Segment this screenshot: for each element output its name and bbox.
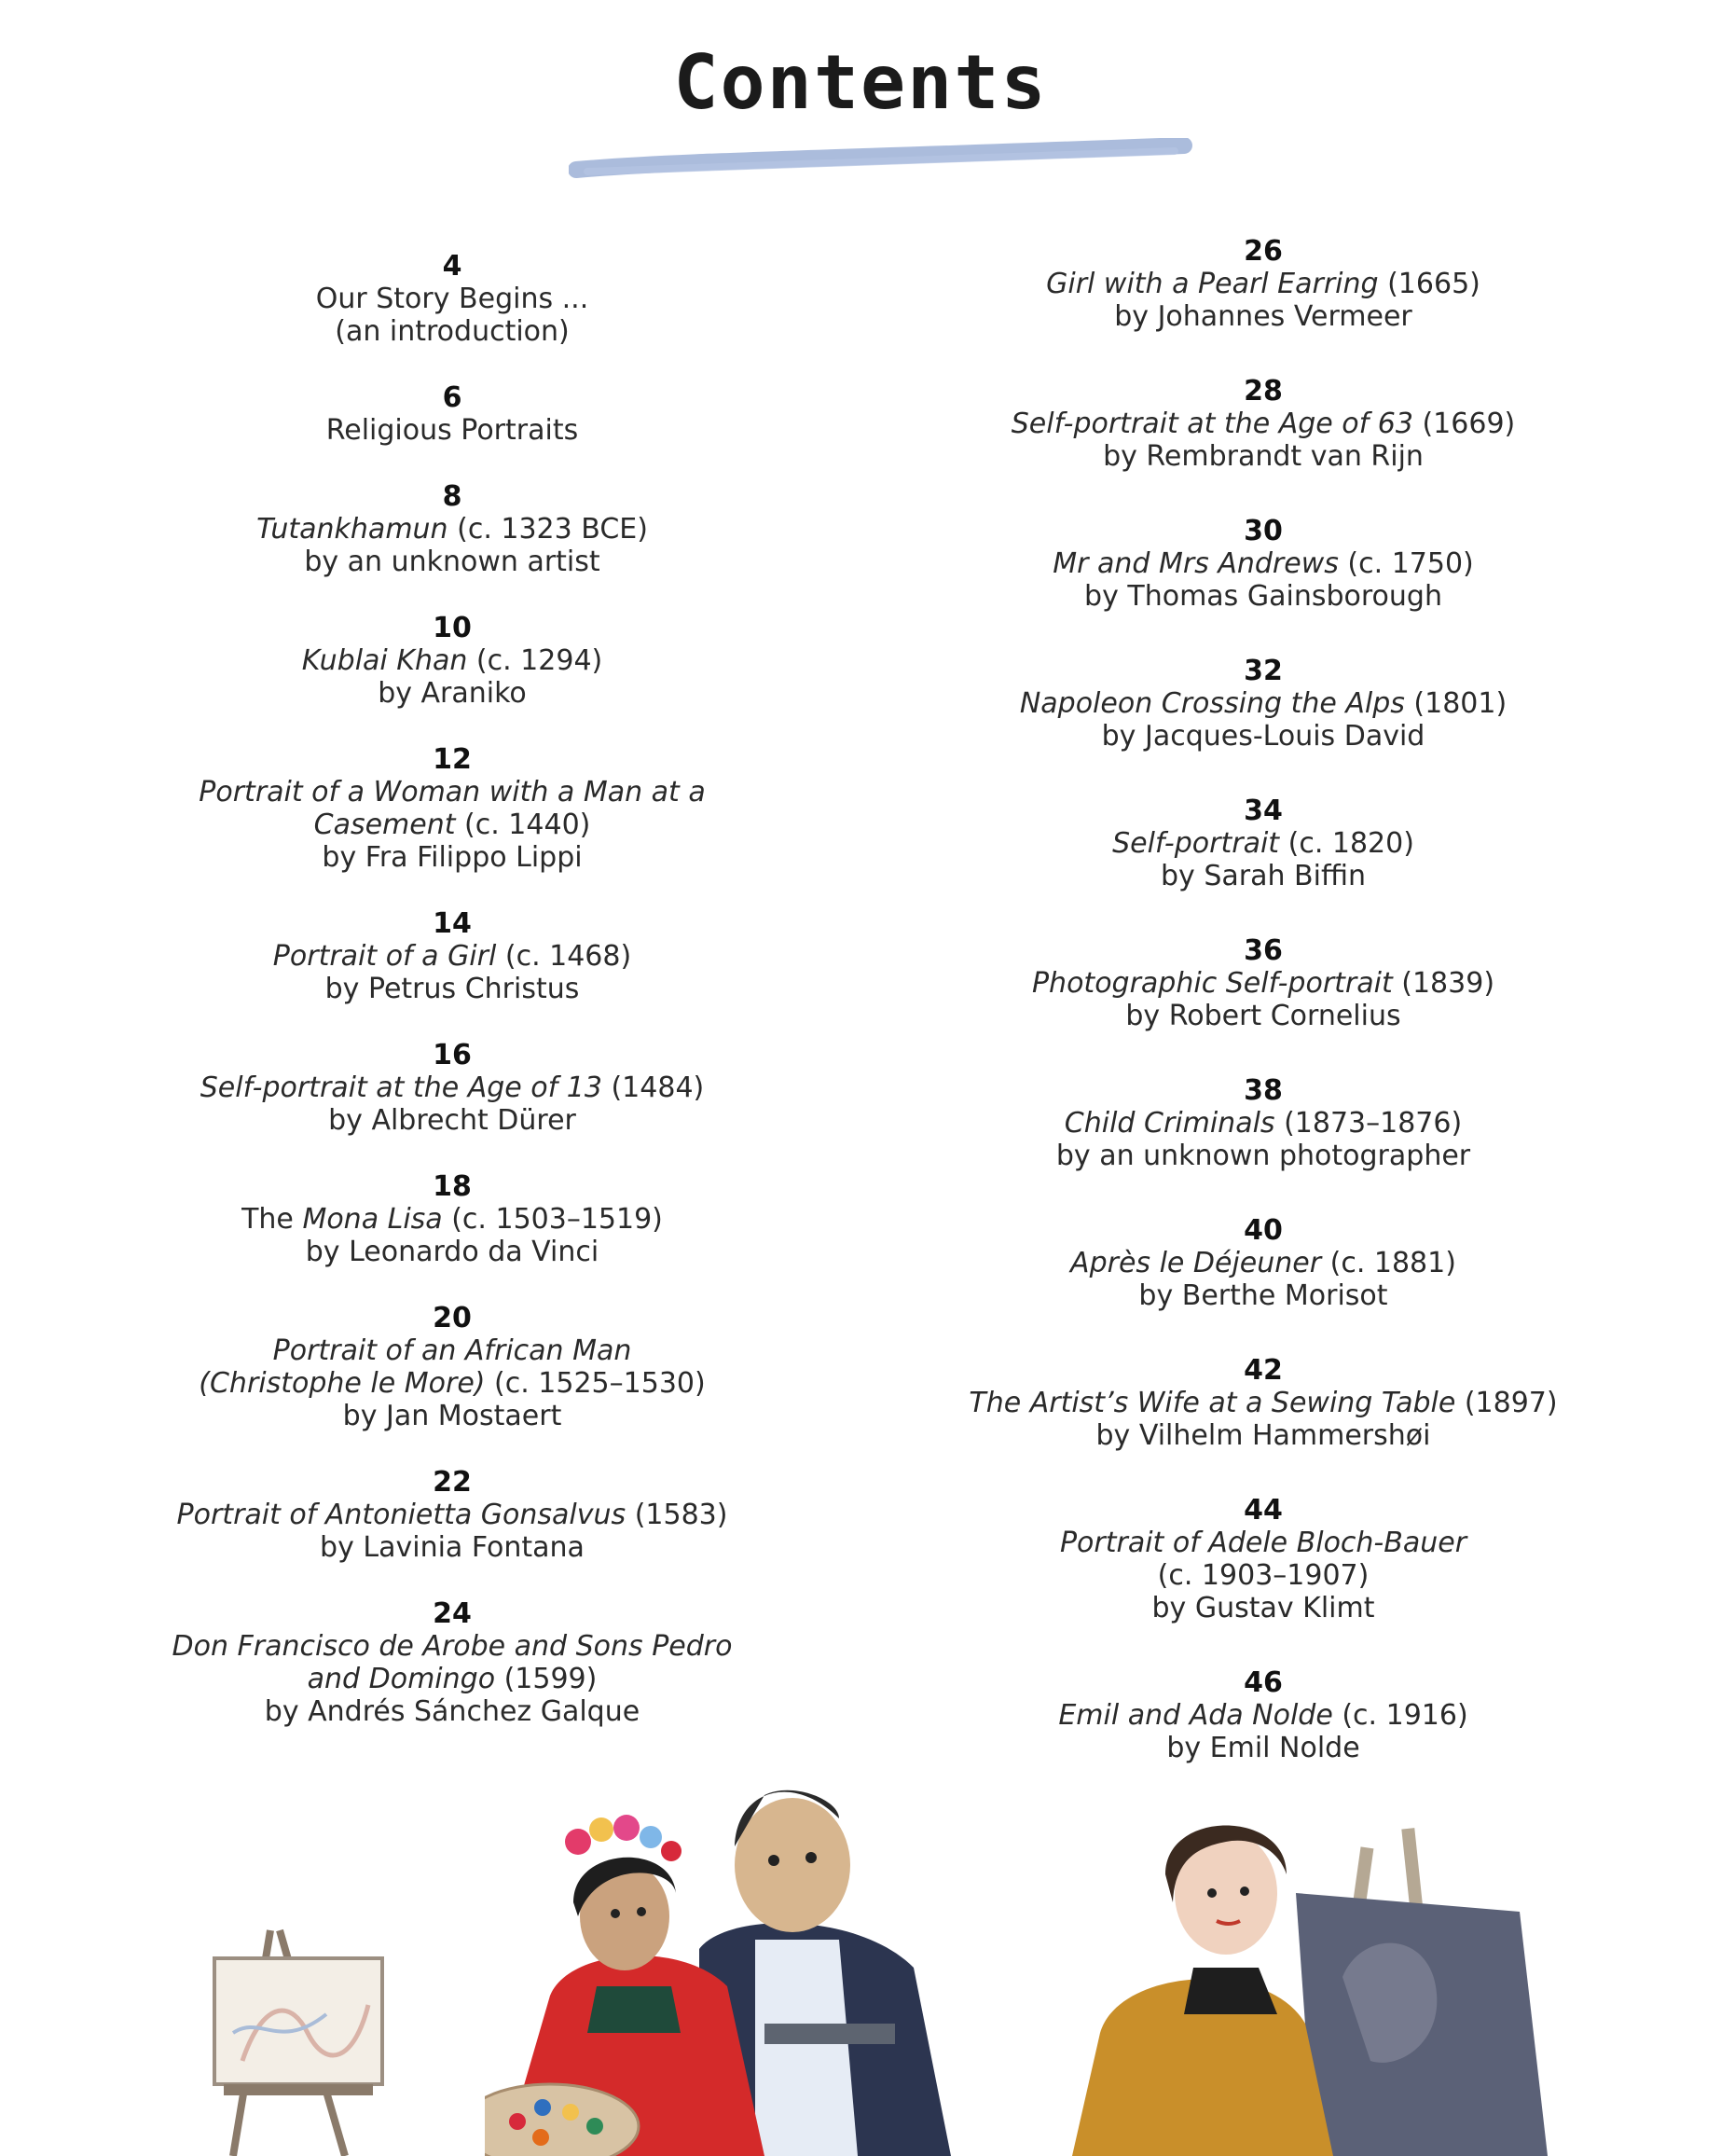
toc-text: by Petrus Christus (324, 973, 580, 1005)
toc-artwork-title: Portrait of a Woman with a Man at a (199, 776, 706, 808)
toc-entry-line (126, 808, 778, 841)
toc-text: (1873–1876) (1274, 1107, 1463, 1140)
toc-entry-line (937, 1699, 1590, 1732)
toc-text: (c. 1881) (1321, 1247, 1456, 1279)
toc-text: (c. 1820) (1279, 827, 1414, 860)
toc-text: by Leonardo da Vinci (305, 1236, 599, 1268)
toc-text: (c. 1468) (496, 940, 632, 973)
toc-entry-line (937, 1419, 1590, 1452)
toc-entry-line (937, 687, 1590, 720)
toc-entry (126, 1039, 778, 1137)
toc-entry-line (937, 408, 1590, 440)
toc-entry (126, 1597, 778, 1728)
toc-artwork-title: Kublai Khan (301, 644, 468, 677)
toc-entry-line (126, 1236, 778, 1268)
toc-text: by Johannes Vermeer (1114, 300, 1412, 333)
toc-entry-line (126, 1203, 778, 1236)
toc-entry-line (937, 1559, 1590, 1592)
toc-page-number: 4 (442, 250, 462, 283)
page-title: Contents (673, 39, 1048, 126)
toc-page-number: 26 (1244, 235, 1283, 268)
toc-entry-line (937, 440, 1590, 473)
toc-entry-line (126, 513, 778, 546)
toc-entry (937, 1354, 1590, 1452)
toc-text: by Sarah Biffin (1161, 860, 1366, 892)
toc-entry (126, 743, 778, 874)
toc-text: (1801) (1404, 687, 1508, 720)
toc-text: by Araniko (378, 677, 527, 710)
toc-artwork-title: Mona Lisa (302, 1203, 443, 1236)
toc-entry-line (126, 1334, 778, 1367)
title-underline (569, 138, 1193, 185)
toc-entry (126, 250, 778, 348)
toc-page-number: 14 (433, 907, 472, 940)
toc-entry-line (126, 841, 778, 874)
toc-entry (126, 907, 778, 1005)
toc-right-column (937, 235, 1590, 1806)
toc-page-number: 30 (1244, 515, 1283, 547)
toc-entry-line (937, 268, 1590, 300)
toc-entry-line (126, 1400, 778, 1432)
toc-artwork-title: Don Francisco de Arobe and Sons Pedro (172, 1630, 733, 1663)
toc-artwork-title: Mr and Mrs Andrews (1053, 547, 1339, 580)
toc-page-number: 20 (433, 1302, 472, 1334)
toc-entry-line (126, 677, 778, 710)
toc-artwork-title: Napoleon Crossing the Alps (1019, 687, 1405, 720)
toc-entry-line (126, 1499, 778, 1531)
toc-entry (937, 655, 1590, 753)
toc-artwork-title: Photographic Self-portrait (1031, 967, 1393, 1000)
toc-text: by Jan Mostaert (342, 1400, 562, 1432)
toc-artwork-title: Casement (313, 808, 456, 841)
toc-entry-line (126, 315, 778, 348)
toc-entry (937, 515, 1590, 613)
toc-text: by Berthe Morisot (1138, 1279, 1388, 1312)
toc-entry-line (126, 776, 778, 808)
toc-text: by Emil Nolde (1166, 1732, 1360, 1764)
toc-left-column (126, 250, 778, 1762)
toc-entry (126, 1466, 778, 1564)
toc-entry-line (937, 860, 1590, 892)
toc-artwork-title: Tutankhamun (256, 513, 448, 546)
toc-text: (1665) (1378, 268, 1480, 300)
toc-page-number: 8 (442, 480, 462, 513)
toc-page-number: 46 (1244, 1666, 1283, 1699)
toc-page-number: 38 (1244, 1074, 1283, 1107)
toc-entry (937, 1666, 1590, 1764)
toc-text: by Fra Filippo Lippi (322, 841, 583, 874)
toc-text: by Rembrandt van Rijn (1103, 440, 1424, 473)
toc-page-number: 36 (1244, 934, 1283, 967)
toc-text: (c. 1916) (1332, 1699, 1468, 1732)
toc-entry (937, 375, 1590, 473)
toc-entry-line (126, 283, 778, 315)
toc-entry-line (937, 720, 1590, 753)
toc-entry (126, 1170, 778, 1268)
toc-entry-line (937, 300, 1590, 333)
toc-artwork-title: Self-portrait (1112, 827, 1280, 860)
toc-entry-line (126, 1367, 778, 1400)
toc-entry (937, 795, 1590, 892)
toc-entry-line (126, 1071, 778, 1104)
toc-artwork-title: The Artist’s Wife at a Sewing Table (969, 1387, 1456, 1419)
toc-entry-line (126, 1695, 778, 1728)
toc-entry-line (937, 1279, 1590, 1312)
toc-text: (c. 1525–1530) (485, 1367, 706, 1400)
toc-text: by Lavinia Fontana (320, 1531, 585, 1564)
toc-artwork-title: Portrait of a Girl (272, 940, 497, 973)
toc-text: by Robert Cornelius (1125, 1000, 1401, 1032)
toc-entry-line (937, 547, 1590, 580)
toc-page-number: 40 (1244, 1214, 1283, 1247)
toc-entry-line (126, 940, 778, 973)
toc-text: (c. 1750) (1338, 547, 1474, 580)
toc-text: (c. 1294) (467, 644, 603, 677)
toc-entry-line (126, 1531, 778, 1564)
toc-text: by an unknown artist (304, 546, 600, 578)
toc-entry-line (937, 1107, 1590, 1140)
toc-entry-line (126, 644, 778, 677)
toc-artwork-title: Emil and Ada Nolde (1058, 1699, 1333, 1732)
toc-entry-line (937, 1732, 1590, 1764)
toc-text: (1839) (1392, 967, 1495, 1000)
toc-entry-line (126, 1104, 778, 1137)
toc-text: (c. 1903–1907) (1157, 1559, 1370, 1592)
toc-artwork-title: (Christophe le More) (199, 1367, 486, 1400)
toc-entry (126, 381, 778, 447)
toc-text: (1669) (1412, 408, 1516, 440)
toc-entry-line (937, 1247, 1590, 1279)
toc-entry-line (937, 1000, 1590, 1032)
toc-text: Religious Portraits (325, 414, 579, 447)
toc-entry-line (937, 827, 1590, 860)
toc-page-number: 24 (433, 1597, 472, 1630)
toc-artwork-title: Child Criminals (1064, 1107, 1275, 1140)
toc-entry-line (937, 1592, 1590, 1624)
toc-artwork-title: Girl with a Pearl Earring (1046, 268, 1379, 300)
toc-entry-line (126, 1630, 778, 1663)
toc-text: by an unknown photographer (1055, 1140, 1471, 1172)
toc-text: (c. 1503–1519) (442, 1203, 663, 1236)
toc-page-number: 32 (1244, 655, 1283, 687)
toc-page-number: 34 (1244, 795, 1283, 827)
frida-diego-illustration (485, 1753, 970, 2156)
toc-page-number: 42 (1244, 1354, 1283, 1387)
toc-entry (937, 1214, 1590, 1312)
toc-entry-line (937, 1527, 1590, 1559)
toc-entry (126, 612, 778, 710)
toc-text: (c. 1323 BCE) (447, 513, 648, 546)
toc-page-number: 44 (1244, 1494, 1283, 1527)
toc-artwork-title: Après le Déjeuner (1070, 1247, 1322, 1279)
toc-entry-line (937, 580, 1590, 613)
toc-text: by Gustav Klimt (1151, 1592, 1375, 1624)
toc-entry-line (126, 973, 778, 1005)
toc-page-number: 10 (433, 612, 472, 644)
toc-entry (126, 480, 778, 578)
toc-text: (an introduction) (335, 315, 570, 348)
toc-entry (937, 235, 1590, 333)
toc-artwork-title: Portrait of an African Man (272, 1334, 632, 1367)
toc-artwork-title: Portrait of Antonietta Gonsalvus (176, 1499, 626, 1531)
toc-entry (937, 1074, 1590, 1172)
toc-text: (1484) (601, 1071, 705, 1104)
toc-artwork-title: Self-portrait at the Age of 13 (200, 1071, 602, 1104)
toc-text: (1583) (626, 1499, 728, 1531)
toc-entry-line (937, 1387, 1590, 1419)
toc-text: by Albrecht Dürer (328, 1104, 576, 1137)
toc-text: The (241, 1203, 303, 1236)
toc-page-number: 12 (433, 743, 472, 776)
toc-artwork-title: Self-portrait at the Age of 63 (1011, 408, 1413, 440)
toc-page-number: 16 (433, 1039, 472, 1071)
toc-page-number: 22 (433, 1466, 472, 1499)
toc-text: (c. 1440) (455, 808, 591, 841)
toc-text: Our Story Begins ... (315, 283, 589, 315)
toc-artwork-title: Portrait of Adele Bloch-Bauer (1059, 1527, 1467, 1559)
toc-artwork-title: and Domingo (307, 1663, 496, 1695)
toc-entry-line (126, 546, 778, 578)
toc-page-number: 6 (442, 381, 462, 414)
toc-entry-line (937, 1140, 1590, 1172)
easel-illustration (205, 1921, 429, 2156)
toc-page-number: 28 (1244, 375, 1283, 408)
toc-page-number: 18 (433, 1170, 472, 1203)
toc-text: by Thomas Gainsborough (1084, 580, 1442, 613)
toc-entry-line (937, 967, 1590, 1000)
toc-entry (126, 1302, 778, 1432)
woman-easel-illustration (1063, 1790, 1585, 2156)
toc-entry (937, 1494, 1590, 1624)
toc-text: by Vilhelm Hammershøi (1095, 1419, 1431, 1452)
toc-text: (1599) (495, 1663, 598, 1695)
toc-text: (1897) (1455, 1387, 1558, 1419)
toc-entry (937, 934, 1590, 1032)
toc-entry-line (126, 414, 778, 447)
toc-text: by Andrés Sánchez Galque (264, 1695, 640, 1728)
toc-text: by Jacques-Louis David (1101, 720, 1425, 753)
toc-entry-line (126, 1663, 778, 1695)
